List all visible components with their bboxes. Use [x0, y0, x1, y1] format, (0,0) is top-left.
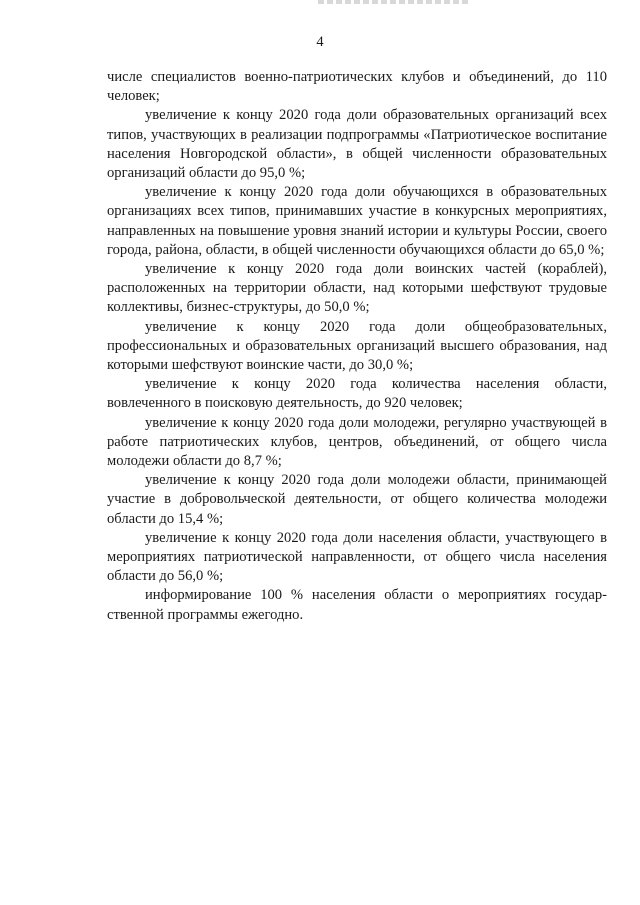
- paragraph-1: числе специалистов военно-патриотических клубов и объединений, до 110 человек;: [107, 69, 607, 105]
- paragraph-8: увеличение к концу 2020 года доли молодежи области, принимающей участие в добровольческой деятельности, от общего количества молодежи области до 15,4 %;: [107, 472, 607, 527]
- paragraph-10: информирование 100 % населения области о мероприятиях государственной программы ежегодно.: [107, 587, 607, 623]
- paragraph-5: увеличение к концу 2020 года доли общеобразовательных, профессиональных и образовательных организаций высшего образования, над которыми шефствуют воинские части, до 30,0 %;: [107, 318, 607, 374]
- paragraph-9: увеличение к концу 2020 года доли населения области, участвующего в мероприятиях патриотической направленности, от общего числа населения области до 56,0 %;: [107, 529, 607, 585]
- paragraph-6: увеличение к концу 2020 года количества населения области, вовлеченного в поисковую деятельность, до 920 человек;: [107, 376, 607, 412]
- body-text: [107, 68, 607, 625]
- paragraph-4: увеличение к концу 2020 года доли воинских частей (кораблей), расположенных на территории области, над которыми шефствуют трудовые коллективы, бизнес-структуры, до 50,0 %;: [107, 261, 607, 316]
- paragraph-7: увеличение к концу 2020 года доли молодежи, регулярно участвующей в работе патриотических клубов, центров, объединений, от общего числа молодежи области до 8,7 %;: [107, 414, 607, 470]
- paragraph-2: увеличение к концу 2020 года доли образовательных организаций всех типов, участвующих в реализации подпрограммы «Патриотическое воспитание населения Новгородской области», в общей численности образовательных организаций области до 95,0 %;: [107, 107, 607, 182]
- page-number: 4: [316, 34, 324, 50]
- scan-header-artifact: [318, 0, 468, 4]
- paragraph-3: увеличение к концу 2020 года доли обучающихся в образовательных организациях всех типов, принимавших участие в конкурсных мероприятиях, направленных на повышение уровня знаний истории и культуры России, своего города, района, области, в общей численности обучающихся области до 65,0 %;: [107, 184, 607, 258]
